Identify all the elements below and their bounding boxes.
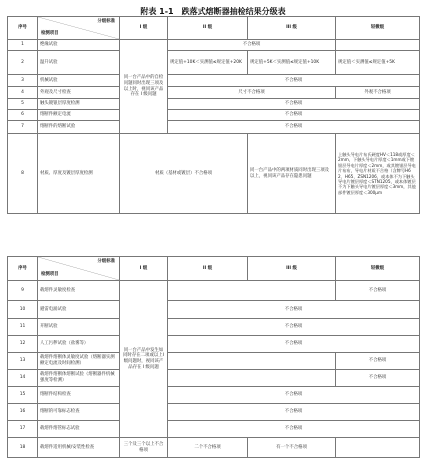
grading-table-2: [7, 256, 420, 458]
row-g2g4: 不合格项: [168, 319, 420, 336]
table-row: [8, 404, 420, 421]
table-row: [8, 319, 420, 336]
table-row: [8, 438, 420, 458]
row-no: 4: [8, 87, 38, 99]
row-g3: 有一个不合格项: [248, 438, 336, 458]
row-g2g3: 尺寸不合格项: [168, 87, 336, 99]
table-row: [8, 353, 420, 370]
page-title: 附表 1-1 跌落式熔断器抽检结果分级表: [140, 7, 286, 16]
row-g2g4: 不合格项: [168, 387, 420, 404]
row-g2g4: 不合格项: [168, 99, 420, 110]
row-item: 载熔件熔管标志试验: [38, 421, 120, 438]
row-item: 熔断件的熔断试验: [38, 121, 120, 134]
table-row: [8, 51, 420, 75]
grade1-merged-cell: 同一台产品中的自检问题同时出现三项及以上时，视同该产品存在 I 级问题: [120, 40, 168, 134]
row-g2: 二个不合格项: [168, 438, 248, 458]
row-g2g3: [168, 353, 336, 370]
row-g4: [336, 40, 420, 51]
table-header-row: [8, 257, 420, 281]
grade4-header: 轻微级: [336, 17, 420, 40]
row-g2g3: [168, 281, 336, 301]
row-item: 熔断件结构检查: [38, 387, 120, 404]
row-no: 14: [8, 370, 38, 387]
row-item: 机械试验: [38, 75, 120, 87]
row-no: 5: [8, 99, 38, 110]
grade3-header: III 级: [248, 257, 336, 281]
diag-item-label: 检测项目: [41, 31, 59, 37]
row-g2g4: 不合格项: [168, 121, 420, 134]
table-row: [8, 87, 420, 99]
row-g2g4: 不合格项: [168, 404, 420, 421]
row-g1g2: 材质（基材或镀层）不合格项: [120, 134, 248, 214]
diagonal-header-cell: [38, 17, 120, 40]
diag-item-label: 检测项目: [41, 272, 59, 278]
row-item: 温升试验: [38, 51, 120, 75]
row-item: 绝缘试验: [38, 40, 120, 51]
row-no: 18: [8, 438, 38, 458]
row-g4: [336, 438, 420, 458]
row-g2g3: [168, 370, 336, 387]
row-no: 15: [8, 387, 38, 404]
table-row: [8, 121, 420, 134]
diag-grading-label: 分级标准: [97, 259, 115, 264]
table-row: [8, 40, 420, 51]
row-item: 载熔件适用机械/安装性检查: [38, 438, 120, 458]
row-no: 11: [8, 319, 38, 336]
grade1-header: I 级: [120, 257, 168, 281]
row-g3: 规定值+5K＜实测值≤规定值+10K: [248, 51, 336, 75]
row-no: 12: [8, 336, 38, 353]
table-row: [8, 387, 420, 404]
row-g4: 不合格项: [336, 353, 420, 370]
row-no: 16: [8, 404, 38, 421]
row-no: 13: [8, 353, 38, 370]
row-item: 熔断的可靠标志检查: [38, 404, 120, 421]
row-item: 载熔件熔断体熔断试验（熔断器件机械强度等检测）: [38, 370, 120, 387]
row-item: 触头镀银层厚度检测: [38, 99, 120, 110]
row-item: 人工污秽试验（盐雾等）: [38, 336, 120, 353]
table-row: [8, 99, 420, 110]
row-no: 3: [8, 75, 38, 87]
table-row: [8, 336, 420, 353]
table-row: [8, 134, 420, 214]
row-item: 避雷电涌试验: [38, 301, 120, 319]
table-row: [8, 281, 420, 301]
row-no: 9: [8, 281, 38, 301]
grade2-header: II 级: [168, 257, 248, 281]
row-g4: 不合格项: [336, 281, 420, 301]
table-row: [8, 301, 420, 319]
row-g2g4: 不合格项: [168, 421, 420, 438]
row-item: 载熔件熔断体灵敏度试验（熔断器实测额定电流及时间检测）: [38, 353, 120, 370]
row-no: 7: [8, 121, 38, 134]
row-g1: 三个及三个以上不合格项: [120, 438, 168, 458]
row-g4: 上触头导电片布氏硬度HV＜118或厚度＜2mm，下触头导电片厚度＜1mm或下镀银层导电片厚度＜2mm，或其镀银层导电片布布，导电片材质不合格（含牌号H62、H65、ZSN1206，或本体不为下触头导电片镀层厚度＜STN1205，或本体镀层不为下触头导电片镀层厚度＜3mm，其他部件镀层厚度＜300μm: [336, 134, 420, 214]
row-g2g4: 不合格项: [168, 301, 420, 319]
table-row: [8, 421, 420, 438]
row-item: 外观及尺寸检查: [38, 87, 120, 99]
row-g3: 同一台产品中的两项材质同时出现三项及以上，视同该产品存在隐患问题: [248, 134, 336, 214]
row-no: 10: [8, 301, 38, 319]
row-item: 熔断件额定电流: [38, 110, 120, 121]
grade1-merged-cell: 同一台产品中发生如同时存在二项或以上I级问题时，视同该产品存在 I 级问题: [120, 281, 168, 438]
row-no: 6: [8, 110, 38, 121]
grade2-header: II 级: [168, 17, 248, 40]
col-no-header: 序号: [8, 257, 38, 281]
table-header-row: [8, 17, 420, 40]
row-g2: 规定值+10K＜实测值≤规定值+20K: [168, 51, 248, 75]
row-no: 17: [8, 421, 38, 438]
row-item: 材质、厚度及镀层厚度检测: [38, 134, 120, 214]
row-no: 8: [8, 134, 38, 214]
grade1-header: I 级: [120, 17, 168, 40]
row-g2g4: 不合格项: [168, 336, 420, 353]
row-no: 1: [8, 40, 38, 51]
table-row: [8, 370, 420, 387]
diagonal-header-cell: [38, 257, 120, 281]
row-item: 开断试验: [38, 319, 120, 336]
row-g2g3: 不合格项: [168, 40, 336, 51]
row-g4: 外观不合格项: [336, 87, 420, 99]
row-g4: 规定值＜实测值≤规定值+5K: [336, 51, 420, 75]
row-g2g4: 不合格项: [168, 110, 420, 121]
col-no-header: 序号: [8, 17, 38, 40]
grading-table-1: [7, 16, 420, 214]
grade3-header: III 级: [248, 17, 336, 40]
row-item: 载熔件灵敏度检查: [38, 281, 120, 301]
diag-grading-label: 分级标准: [97, 19, 115, 24]
row-g2g4: 不合格项: [168, 75, 420, 87]
row-g4: 不合格项: [336, 370, 420, 387]
table-row: [8, 75, 420, 87]
row-no: 2: [8, 51, 38, 75]
table-row: [8, 110, 420, 121]
grade4-header: 轻微级: [336, 257, 420, 281]
